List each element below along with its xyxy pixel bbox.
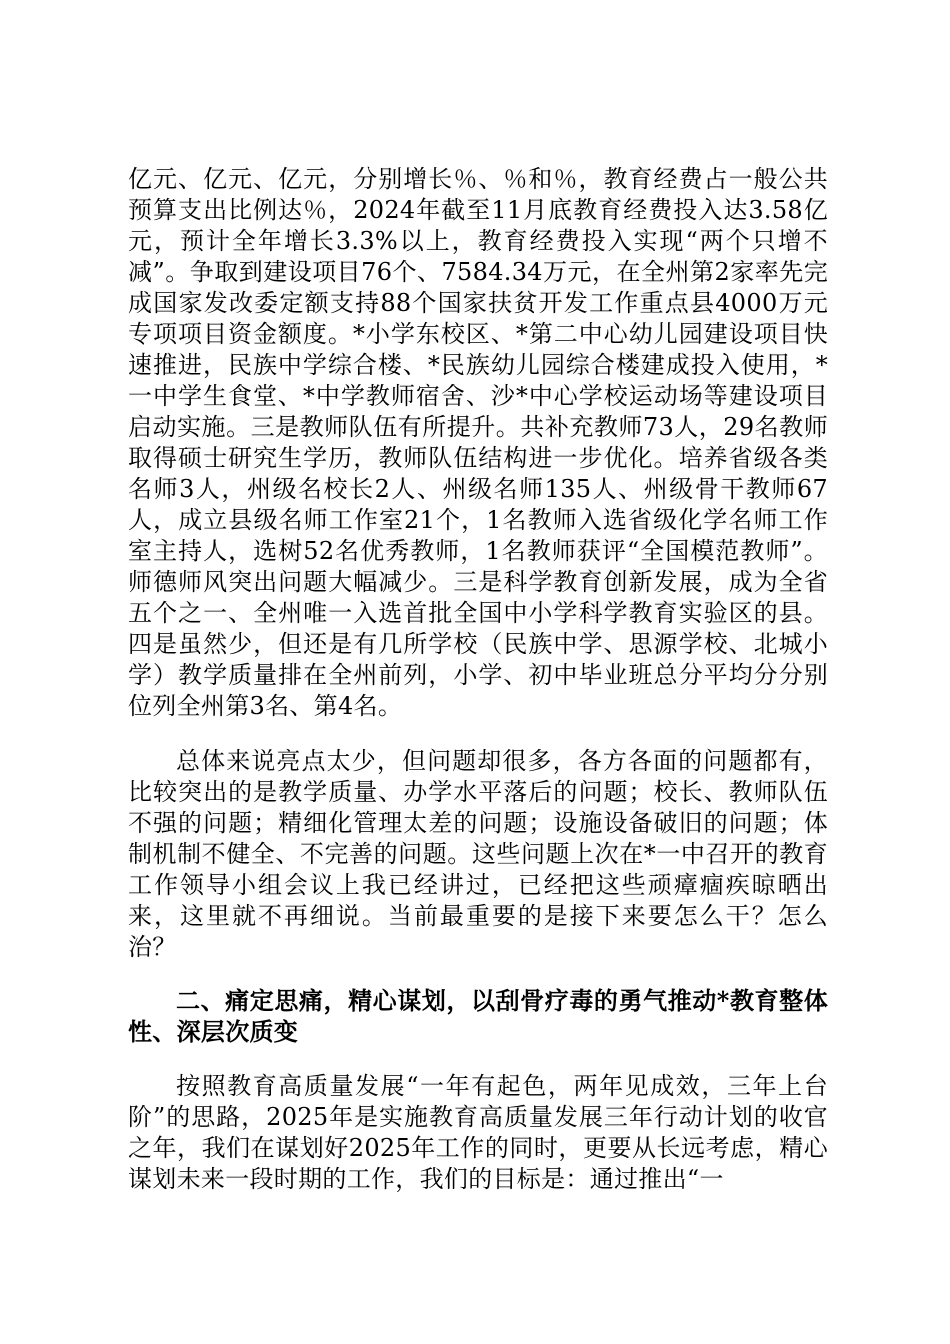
paragraph-problems-summary: 总体来说亮点太少，但问题却很多，各方各面的问题都有，比较突出的是教学质量、办学水平落后的问题；校长、教师队伍不强的问题；精细化管理太差的问题；设施设备破旧的问题；体制机制不健全、不完善的问题。这些问题上次在*一中召开的教育工作领导小组会议上我已经讲过，已经把这些顽瘴痼疾晾晒出来，这里就不再细说。当前最重要的是接下来要怎么干？怎么治？ — [128, 747, 828, 961]
paragraph-education-funding: 亿元、亿元、亿元，分别增长％、％和％，教育经费占一般公共预算支出比例达％，2024年截至11月底教育经费投入达3.58亿元，预计全年增长3.3%以上，教育经费投入实现“两个只增不减”。争取到建设项目76个、7584.34万元，在全州第2家率先完成国家发改委定额支持88个国家扶贫开发工作重点县4000万元专项项目资金额度。*小学东校区、*第二中心幼儿园建设项目快速推进，民族中学综合楼、*民族幼儿园综合楼建成投入使用，*一中学生食堂、*中学教师宿舍、沙*中心学校运动场等建设项目启动实施。三是教师队伍有所提升。共补充教师73人，29名教师取得硕士研究生学历，教师队伍结构进一步优化。培养省级各类名师3人，州级名校长2人、州级名师135人、州级骨干教师67人，成立县级名师工作室21个，1名教师入选省级化学名师工作室主持人，选树52名优秀教师，1名教师获评“全国模范教师”。师德师风突出问题大幅减少。三是科学教育创新发展，成为全省五个之一、全州唯一入选首批全国中小学科学教育实验区的县。四是虽然少，但还是有几所学校（民族中学、思源学校、北城小学）教学质量排在全州前列，小学、初中毕业班总分平均分分别位列全州第3名、第4名。 — [128, 165, 828, 720]
section-heading-two: 二、痛定思痛，精心谋划，以刮骨疗毒的勇气推动*教育整体性、深层次质变 — [128, 986, 828, 1046]
document-body — [128, 164, 828, 1195]
paragraph-development-plan: 按照教育高质量发展“一年有起色，两年见成效，三年上台阶”的思路，2025年是实施教育高质量发展三年行动计划的收官之年，我们在谋划好2025年工作的同时，更要从长远考虑，精心谋划未来一段时期的工作，我们的目标是：通过推出“一 — [128, 1072, 828, 1193]
